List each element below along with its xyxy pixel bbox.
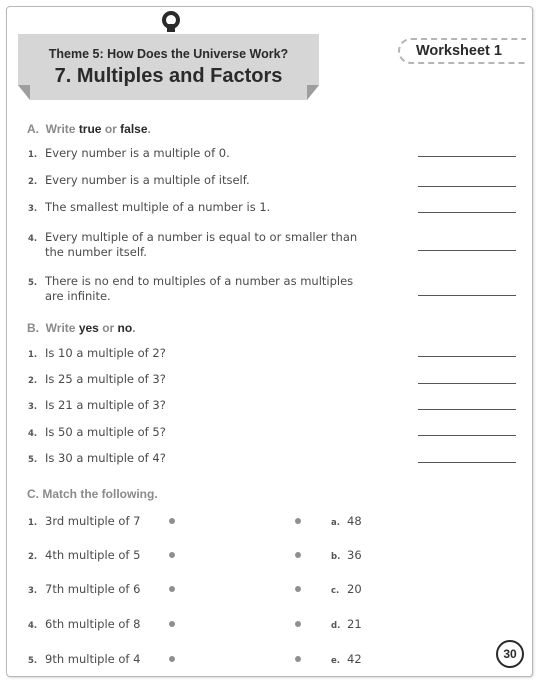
c-right-c-value: 20 bbox=[347, 582, 362, 596]
c-left-1-number: 1. bbox=[28, 518, 38, 528]
b-q5-text: Is 30 a multiple of 4? bbox=[45, 451, 166, 465]
b-q5-answer-line[interactable] bbox=[418, 462, 516, 463]
c-left-4-dot[interactable] bbox=[169, 621, 175, 627]
c-left-3-text: 7th multiple of 6 bbox=[45, 582, 141, 596]
a-q1-text: Every number is a multiple of 0. bbox=[45, 146, 230, 160]
theme-title: Theme 5: How Does the Universe Work? bbox=[48, 47, 289, 61]
c-right-e-dot[interactable] bbox=[295, 656, 301, 662]
b-q4-number: 4. bbox=[28, 429, 38, 439]
c-right-c-dot[interactable] bbox=[295, 586, 301, 592]
page-title: 7. Multiples and Factors bbox=[54, 65, 283, 87]
a-q5-text-line-1: There is no end to multiples of a number as multiples bbox=[45, 274, 354, 288]
c-right-c-letter: c. bbox=[331, 586, 340, 596]
c-left-2-dot[interactable] bbox=[169, 552, 175, 558]
section-a-prefix: A. bbox=[27, 122, 39, 136]
b-q4-answer-line[interactable] bbox=[418, 435, 516, 436]
section-a-word-false: false bbox=[120, 122, 148, 136]
section-b-prefix: B. bbox=[27, 321, 39, 335]
c-left-5-number: 5. bbox=[28, 656, 38, 666]
section-a-text-1: Write bbox=[45, 122, 76, 136]
section-a-heading bbox=[27, 122, 151, 136]
c-right-b-dot[interactable] bbox=[295, 552, 301, 558]
a-q4-number: 4. bbox=[28, 234, 38, 244]
c-right-e-value: 42 bbox=[347, 652, 362, 666]
b-q3-text: Is 21 a multiple of 3? bbox=[45, 398, 166, 412]
b-q1-text: Is 10 a multiple of 2? bbox=[45, 346, 166, 360]
b-q3-answer-line[interactable] bbox=[418, 409, 516, 410]
c-left-4-number: 4. bbox=[28, 621, 38, 631]
c-right-d-value: 21 bbox=[347, 617, 362, 631]
c-right-a-dot[interactable] bbox=[295, 518, 301, 524]
worksheet-tag-label: Worksheet 1 bbox=[416, 43, 502, 59]
a-q2-answer-line[interactable] bbox=[418, 186, 516, 187]
section-a-text-2: or bbox=[104, 122, 117, 136]
a-q5-answer-line[interactable] bbox=[418, 295, 516, 296]
c-left-4-text: 6th multiple of 8 bbox=[45, 617, 141, 631]
a-q4-text-line-2: the number itself. bbox=[45, 245, 147, 259]
c-left-1-dot[interactable] bbox=[169, 518, 175, 524]
section-b-word-no: no bbox=[117, 321, 133, 335]
b-q1-answer-line[interactable] bbox=[418, 356, 516, 357]
a-q4-text-line-1: Every multiple of a number is equal to or smaller than bbox=[45, 230, 358, 244]
c-left-5-text: 9th multiple of 4 bbox=[45, 652, 141, 666]
c-right-d-dot[interactable] bbox=[295, 621, 301, 627]
a-q3-answer-line[interactable] bbox=[418, 212, 516, 213]
b-q1-number: 1. bbox=[28, 350, 38, 360]
section-b-heading bbox=[27, 321, 136, 335]
b-q2-text: Is 25 a multiple of 3? bbox=[45, 372, 166, 386]
c-right-e-letter: e. bbox=[331, 656, 340, 666]
section-b-text-1: Write bbox=[45, 321, 76, 335]
b-q2-number: 2. bbox=[28, 376, 38, 386]
a-q1-number: 1. bbox=[28, 150, 38, 160]
c-right-d-letter: d. bbox=[331, 621, 341, 631]
c-right-b-value: 36 bbox=[347, 548, 362, 562]
b-q5-number: 5. bbox=[28, 455, 38, 465]
c-left-2-number: 2. bbox=[28, 552, 38, 562]
section-b-suffix: . bbox=[132, 321, 136, 335]
c-right-a-letter: a. bbox=[331, 518, 340, 528]
page-number-badge bbox=[496, 640, 524, 668]
a-q3-number: 3. bbox=[28, 204, 38, 214]
c-left-2-text: 4th multiple of 5 bbox=[45, 548, 141, 562]
a-q2-text: Every number is a multiple of itself. bbox=[45, 173, 250, 187]
page-number: 30 bbox=[503, 647, 517, 661]
a-q5-number: 5. bbox=[28, 278, 38, 288]
c-right-a-value: 48 bbox=[347, 514, 362, 528]
a-q2-number: 2. bbox=[28, 177, 38, 187]
b-q3-number: 3. bbox=[28, 402, 38, 412]
c-left-3-number: 3. bbox=[28, 586, 38, 596]
b-q2-answer-line[interactable] bbox=[418, 383, 516, 384]
a-q4-answer-line[interactable] bbox=[418, 250, 516, 251]
c-left-1-text: 3rd multiple of 7 bbox=[45, 514, 141, 528]
worksheet-page bbox=[6, 6, 533, 677]
section-a-word-true: true bbox=[78, 122, 102, 136]
c-left-3-dot[interactable] bbox=[169, 586, 175, 592]
c-left-5-dot[interactable] bbox=[169, 656, 175, 662]
c-right-b-letter: b. bbox=[331, 552, 341, 562]
section-b-word-yes: yes bbox=[78, 321, 99, 335]
a-q5-text-line-2: are infinite. bbox=[45, 289, 111, 303]
section-a-suffix: . bbox=[147, 122, 151, 136]
section-b-text-2: or bbox=[102, 321, 115, 335]
a-q1-answer-line[interactable] bbox=[418, 156, 516, 157]
b-q4-text: Is 50 a multiple of 5? bbox=[45, 425, 166, 439]
worksheet-tag bbox=[398, 38, 526, 64]
section-c-heading: C. Match the following. bbox=[27, 487, 158, 501]
a-q3-text: The smallest multiple of a number is 1. bbox=[45, 200, 271, 214]
